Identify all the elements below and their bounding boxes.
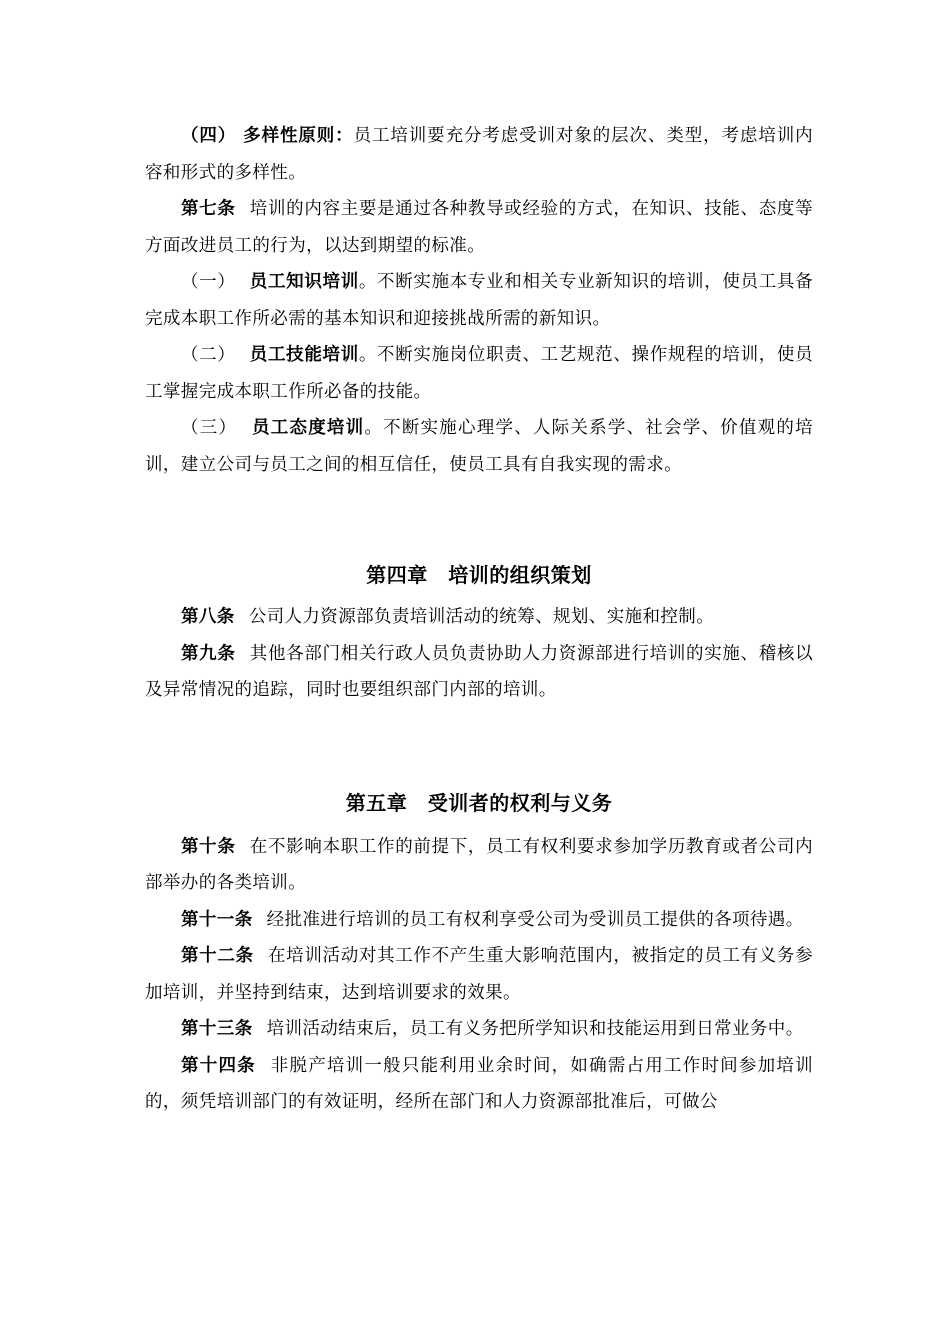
- article-9: [145, 636, 813, 709]
- article-label: 第十二条: [181, 946, 254, 966]
- article-text: 其他各部门相关行政人员负责协助人力资源部进行培训的实施、稽核以及异常情况的追踪，同时也要组织部门内部的培训。: [145, 643, 813, 700]
- article-11: [145, 902, 813, 939]
- clause-text: 员工培训要充分考虑受训对象的层次、类型，考虑培训内容和形式的多样性。: [145, 126, 814, 183]
- article-text: 公司人力资源部负责培训活动的统筹、规划、实施和控制。: [248, 607, 715, 627]
- clause-skill-training: [145, 337, 813, 410]
- article-13: [145, 1011, 813, 1048]
- article-label: 第九条: [181, 643, 236, 664]
- clause-text: 。不断实施岗位职责、工艺规范、操作规程的培训，使员工掌握完成本职工作所必备的技能。: [145, 345, 814, 402]
- clause-attitude-training: [145, 410, 813, 483]
- article-label: 第十一条: [181, 909, 253, 930]
- article-label: 第十四条: [181, 1055, 256, 1076]
- clause-text: 。不断实施心理学、人际关系学、社会学、价值观的培训，建立公司与员工之间的相互信任，使员工具有自我实现的需求。: [145, 418, 813, 475]
- article-10: [145, 829, 813, 902]
- chapter-5-heading: 第五章 受训者的权利与义务: [345, 790, 613, 815]
- article-text: 培训的内容主要是通过各种教导或经验的方式，在知识、技能、态度等方面改进员工的行为，以达到期望的标准。: [145, 199, 813, 256]
- article-7: [145, 191, 813, 264]
- article-text: 非脱产培训一般只能利用业余时间，如确需占用工作时间参加培训的，须凭培训部门的有效证明，经所在部门和人力资源部批准后，可做公: [145, 1055, 813, 1112]
- article-label: 第七条: [181, 199, 236, 219]
- article-text: 培训活动结束后，员工有义务把所学知识和技能运用到日常业务中。: [266, 1019, 804, 1039]
- article-14: [145, 1048, 813, 1121]
- clause-number: （二）: [181, 345, 236, 365]
- article-text: 在不影响本职工作的前提下，员工有权利要求参加学历教育或者公司内部举办的各类培训。: [145, 836, 813, 893]
- clause-number: （一）: [181, 272, 236, 292]
- chapter-4-heading: 第四章 培训的组织策划: [366, 563, 592, 587]
- clause-label: 员工知识培训: [249, 272, 359, 292]
- article-label: 第十条: [181, 836, 236, 857]
- article-12: [145, 938, 813, 1011]
- document-page: [145, 118, 813, 1121]
- clause-label: 员工技能培训: [249, 345, 359, 365]
- clause-text: 。不断实施本专业和相关专业新知识的培训，使员工具备完成本职工作所必需的基本知识和迎接挑战所需的新知识。: [145, 272, 814, 329]
- article-label: 第八条: [181, 607, 235, 627]
- article-text: 在培训活动对其工作不产生重大影响范围内，被指定的员工有义务参加培训，并坚持到结束，达到培训要求的效果。: [145, 946, 814, 1003]
- clause-number: （三）: [181, 418, 238, 438]
- clause-label: （四） 多样性原则：: [181, 126, 354, 146]
- article-8: [145, 599, 813, 636]
- article-text: 经批准进行培训的员工有权利享受公司为受训员工提供的各项待遇。: [266, 909, 804, 930]
- article-label: 第十三条: [181, 1019, 253, 1039]
- clause-knowledge-training: [145, 264, 813, 337]
- clause-diversity-principle: [145, 118, 813, 191]
- clause-label: 员工态度培训: [251, 418, 365, 438]
